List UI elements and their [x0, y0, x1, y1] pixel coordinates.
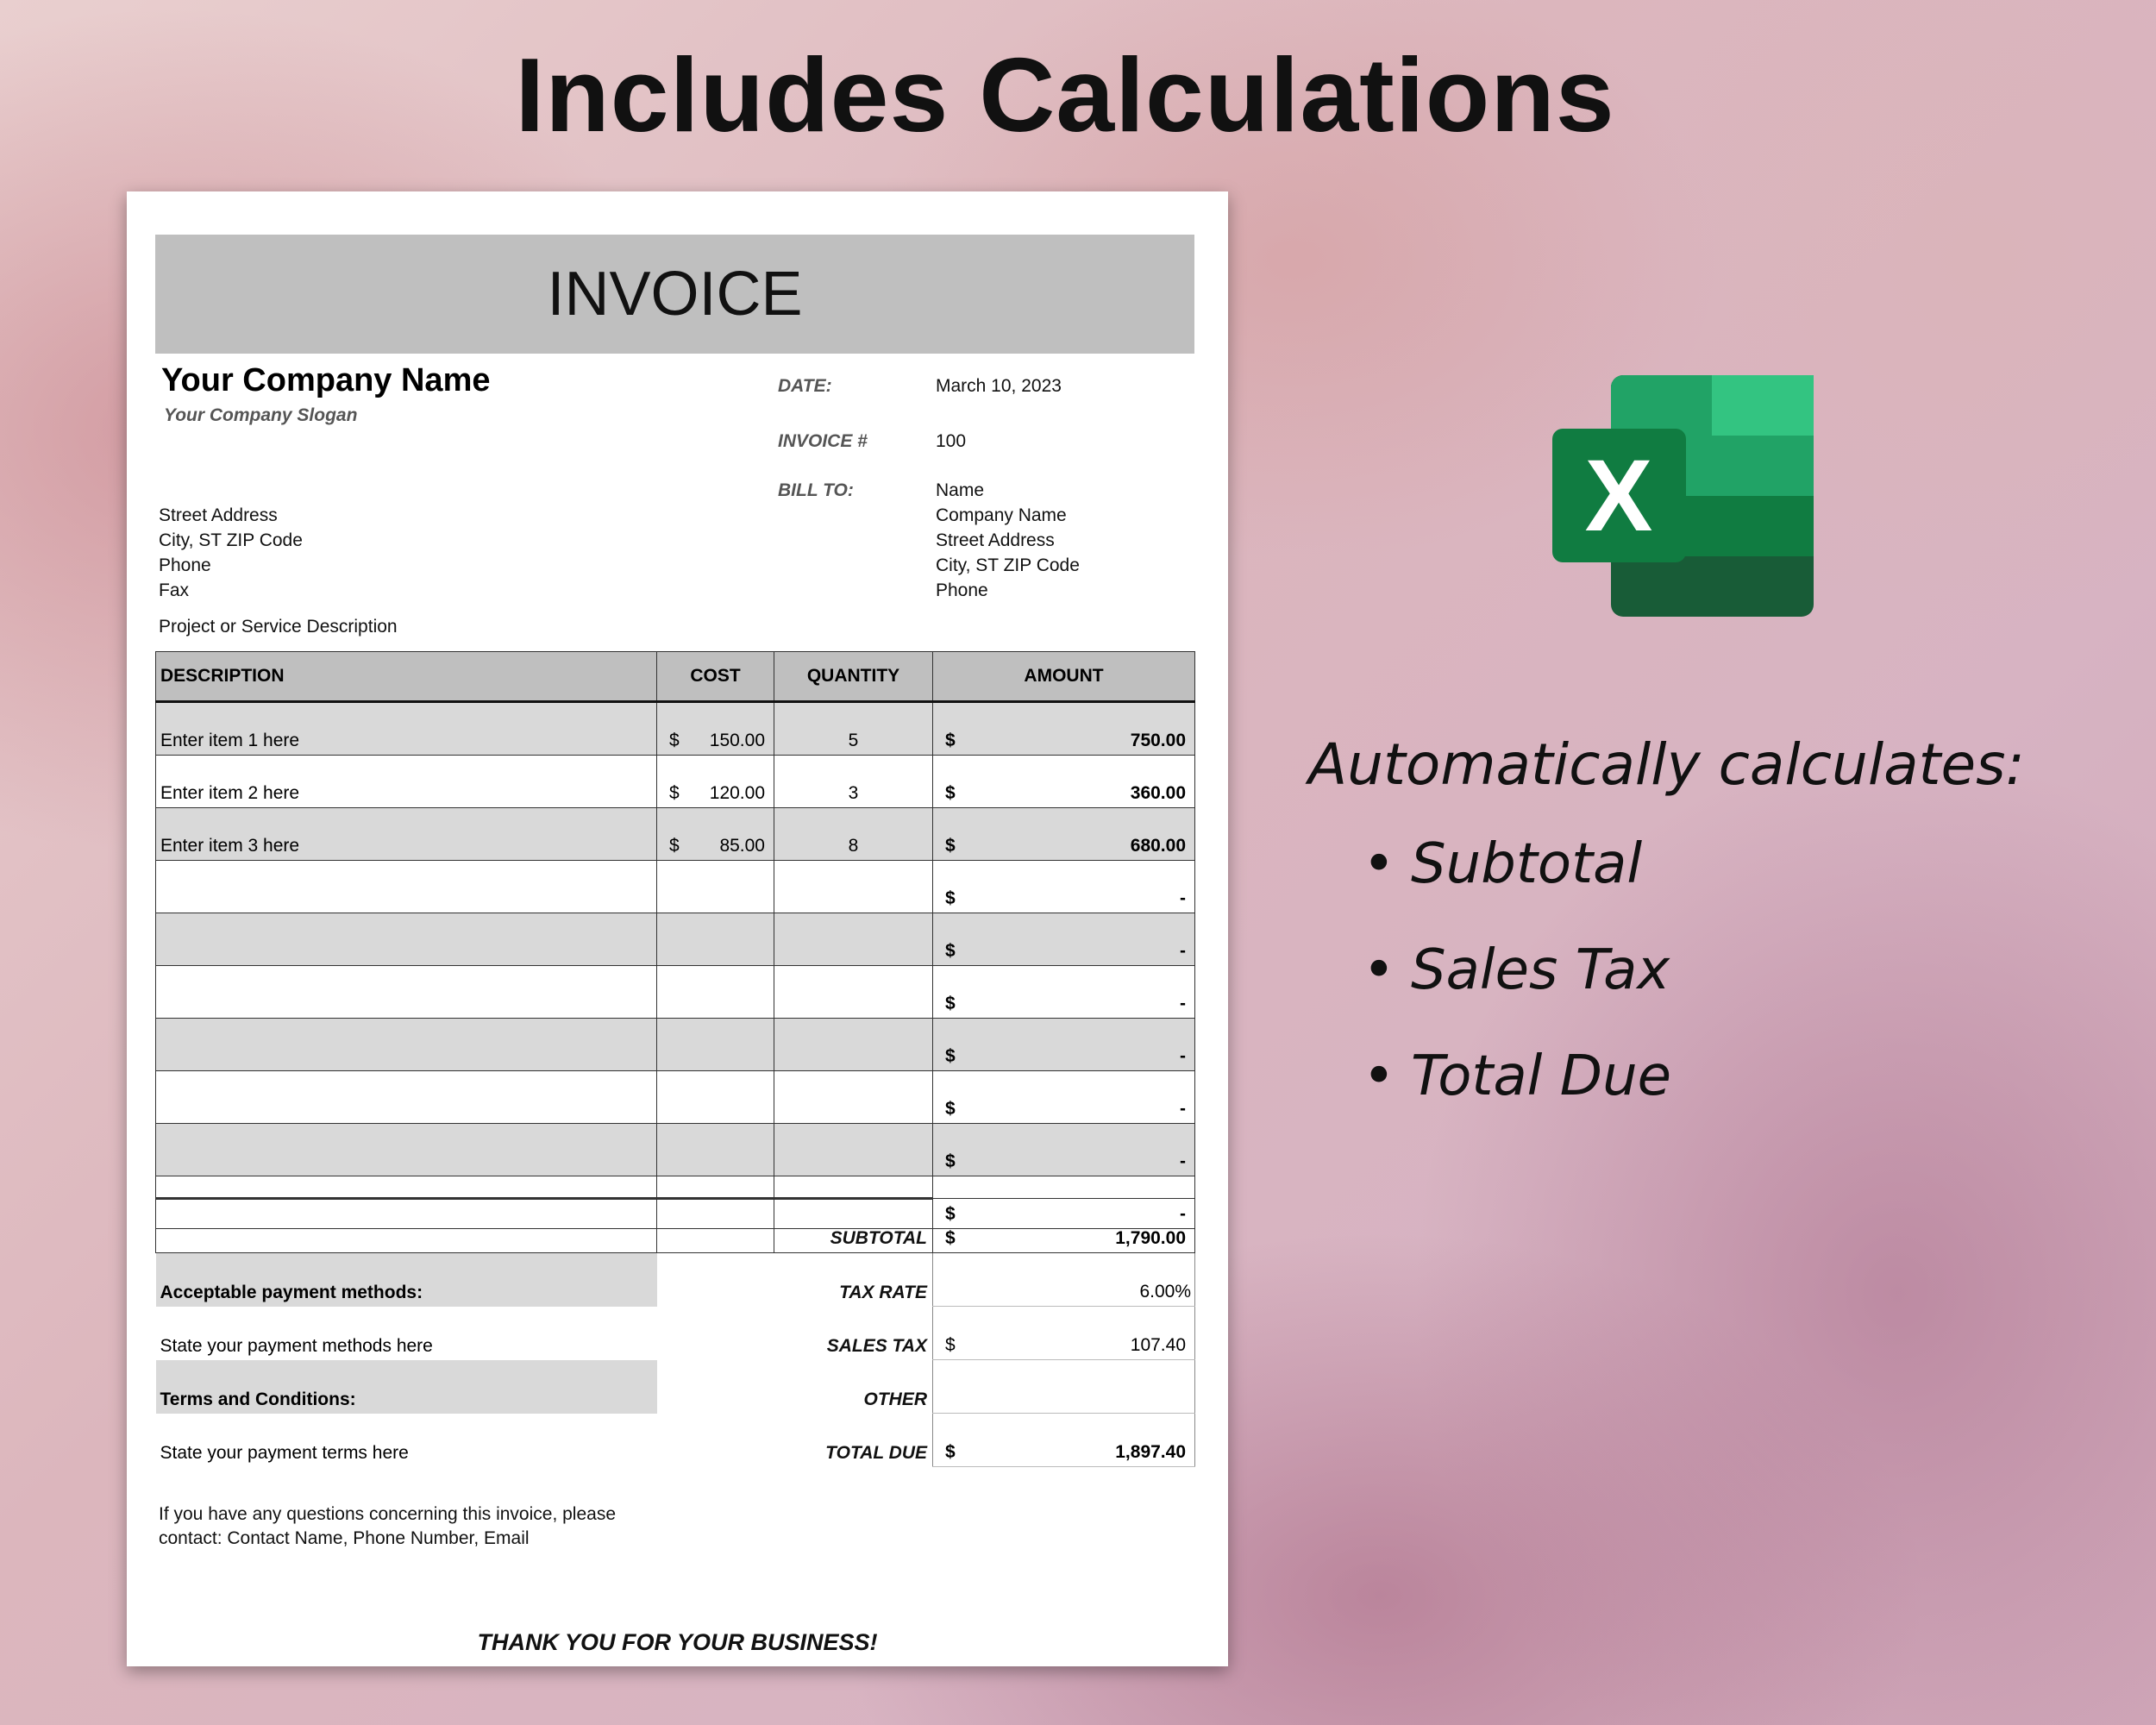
company-street[interactable]: Street Address	[159, 505, 278, 525]
other-label: OTHER	[863, 1389, 927, 1409]
item-quantity[interactable]	[774, 1019, 933, 1071]
bill-to-name[interactable]: Name	[936, 480, 985, 500]
feature-subtotal: • Subtotal	[1363, 832, 1671, 938]
total-due-currency: $	[945, 1442, 956, 1462]
item-amount-currency: $	[945, 1046, 956, 1066]
table-row	[156, 861, 1195, 913]
item-cost-cell[interactable]	[657, 861, 774, 913]
item-quantity[interactable]	[774, 1071, 933, 1124]
contact-note: If you have any questions concerning this invoice, please contact: Contact Name, Phone Number, Email	[159, 1504, 616, 1548]
item-quantity[interactable]: 5	[774, 702, 933, 756]
item-amount-currency: $	[945, 1099, 956, 1119]
bill-to-street[interactable]: Street Address	[936, 530, 1055, 550]
item-amount-currency: $	[945, 731, 956, 750]
bill-to-city[interactable]: City, ST ZIP Code	[936, 555, 1080, 575]
company-city[interactable]: City, ST ZIP Code	[159, 530, 303, 550]
table-row	[156, 1071, 1195, 1124]
item-description[interactable]	[156, 966, 657, 1019]
item-quantity[interactable]	[774, 913, 933, 966]
item-amount-cell	[933, 808, 1195, 861]
item-cost-currency: $	[669, 731, 680, 750]
item-amount: 360.00	[1130, 783, 1186, 803]
totals-table	[155, 1197, 1195, 1467]
other-value[interactable]	[933, 1360, 1195, 1414]
item-cost-cell[interactable]	[657, 1124, 774, 1176]
item-cost-cell[interactable]	[657, 1071, 774, 1124]
tax-rate-label: TAX RATE	[839, 1282, 927, 1302]
item-amount-cell	[933, 1019, 1195, 1071]
thank-you-note: THANK YOU FOR YOUR BUSINESS!	[477, 1629, 878, 1655]
invoice-number-value[interactable]: 100	[936, 431, 967, 451]
company-fax[interactable]: Fax	[159, 580, 190, 600]
item-description[interactable]: Enter item 2 here	[156, 756, 657, 808]
feature-sales-tax: • Sales Tax	[1363, 938, 1671, 1044]
invoice-title: INVOICE	[155, 235, 1194, 354]
item-quantity[interactable]: 3	[774, 756, 933, 808]
item-amount: -	[1180, 888, 1186, 908]
invoice-number-label: INVOICE #	[778, 431, 868, 451]
item-description[interactable]	[156, 861, 657, 913]
item-amount: 750.00	[1130, 731, 1186, 750]
item-cost-cell[interactable]	[657, 808, 774, 861]
item-amount-cell	[933, 1071, 1195, 1124]
item-cost: 120.00	[709, 783, 765, 803]
item-amount: -	[1180, 1151, 1186, 1171]
item-quantity[interactable]: 8	[774, 808, 933, 861]
company-name[interactable]: Your Company Name	[161, 362, 491, 398]
table-row	[156, 1124, 1195, 1176]
item-amount-currency: $	[945, 1151, 956, 1171]
item-cost: 85.00	[719, 836, 765, 856]
excel-logo-corner	[1712, 375, 1814, 436]
bill-to-phone[interactable]: Phone	[936, 580, 988, 600]
item-amount-currency: $	[945, 783, 956, 803]
table-row	[156, 966, 1195, 1019]
excel-logo-icon	[1552, 375, 1814, 617]
item-cost-cell[interactable]	[657, 966, 774, 1019]
item-amount-currency: $	[945, 994, 956, 1013]
auto-calc-intro: Automatically calculates:	[1308, 731, 2025, 798]
bill-to-label: BILL TO:	[778, 480, 854, 500]
item-amount-currency: $	[945, 941, 956, 961]
table-row	[156, 913, 1195, 966]
item-amount-cell	[933, 861, 1195, 913]
item-amount: -	[1180, 994, 1186, 1013]
item-description[interactable]: Enter item 3 here	[156, 808, 657, 861]
item-amount-cell	[933, 1124, 1195, 1176]
table-row	[156, 1019, 1195, 1071]
item-cost: 150.00	[709, 731, 765, 750]
tax-rate-value[interactable]: 6.00%	[933, 1253, 1195, 1307]
item-description[interactable]	[156, 913, 657, 966]
item-amount-cell	[933, 913, 1195, 966]
item-quantity[interactable]	[774, 861, 933, 913]
item-cost-cell[interactable]	[657, 1019, 774, 1071]
total-due-value: 1,897.40	[1115, 1442, 1186, 1462]
table-row	[156, 808, 1195, 861]
item-description[interactable]: Enter item 1 here	[156, 702, 657, 756]
item-cost-cell[interactable]	[657, 702, 774, 756]
item-cost-cell[interactable]	[657, 756, 774, 808]
item-amount: -	[1180, 941, 1186, 961]
table-row	[156, 756, 1195, 808]
terms-text[interactable]: State your payment terms here	[160, 1442, 409, 1463]
company-slogan[interactable]: Your Company Slogan	[164, 405, 358, 425]
item-quantity[interactable]	[774, 1124, 933, 1176]
total-due-label: TOTAL DUE	[825, 1442, 927, 1463]
item-amount-currency: $	[945, 1204, 956, 1224]
column-header-amount: AMOUNT	[933, 652, 1195, 702]
sales-tax-currency: $	[945, 1335, 956, 1355]
item-cost-cell[interactable]	[657, 913, 774, 966]
item-amount-currency: $	[945, 888, 956, 908]
invoice-sheet	[127, 191, 1228, 1666]
subtotal-value: 1,790.00	[1115, 1228, 1186, 1248]
item-amount: -	[1180, 1099, 1186, 1119]
payment-methods-label: Acceptable payment methods:	[156, 1253, 657, 1307]
column-header-quantity: QUANTITY	[774, 652, 933, 702]
item-amount: -	[1180, 1204, 1186, 1224]
item-amount: -	[1180, 1046, 1186, 1066]
item-description[interactable]	[156, 1124, 657, 1176]
item-amount-cell	[933, 756, 1195, 808]
company-phone[interactable]: Phone	[159, 555, 211, 575]
item-cost-currency: $	[669, 783, 680, 803]
column-header-description: DESCRIPTION	[156, 652, 657, 702]
subtotal-currency: $	[945, 1228, 956, 1248]
item-amount: 680.00	[1130, 836, 1186, 856]
headline: Includes Calculations	[515, 36, 1615, 154]
payment-methods-text[interactable]: State your payment methods here	[160, 1335, 433, 1356]
item-amount-currency: $	[945, 836, 956, 856]
feature-list	[1363, 832, 1671, 1151]
bill-to-company[interactable]: Company Name	[936, 505, 1067, 525]
item-description[interactable]	[156, 1071, 657, 1124]
item-quantity[interactable]	[774, 966, 933, 1019]
column-header-cost: COST	[657, 652, 774, 702]
sales-tax-value: 107.40	[1130, 1335, 1186, 1355]
table-row	[156, 702, 1195, 756]
date-label: DATE:	[778, 376, 832, 396]
terms-label: Terms and Conditions:	[156, 1360, 657, 1414]
item-cost-currency: $	[669, 836, 680, 856]
item-description[interactable]	[156, 1019, 657, 1071]
items-table	[155, 651, 1195, 1229]
feature-total-due: • Total Due	[1363, 1044, 1671, 1151]
subtotal-label: SUBTOTAL	[774, 1199, 933, 1253]
excel-logo-cell-2	[1712, 436, 1814, 496]
item-amount-cell	[933, 966, 1195, 1019]
date-value[interactable]: March 10, 2023	[936, 376, 1062, 396]
excel-logo-letter: X	[1584, 439, 1653, 553]
item-amount-cell	[933, 702, 1195, 756]
project-description[interactable]: Project or Service Description	[159, 617, 398, 637]
sales-tax-label: SALES TAX	[826, 1335, 927, 1356]
